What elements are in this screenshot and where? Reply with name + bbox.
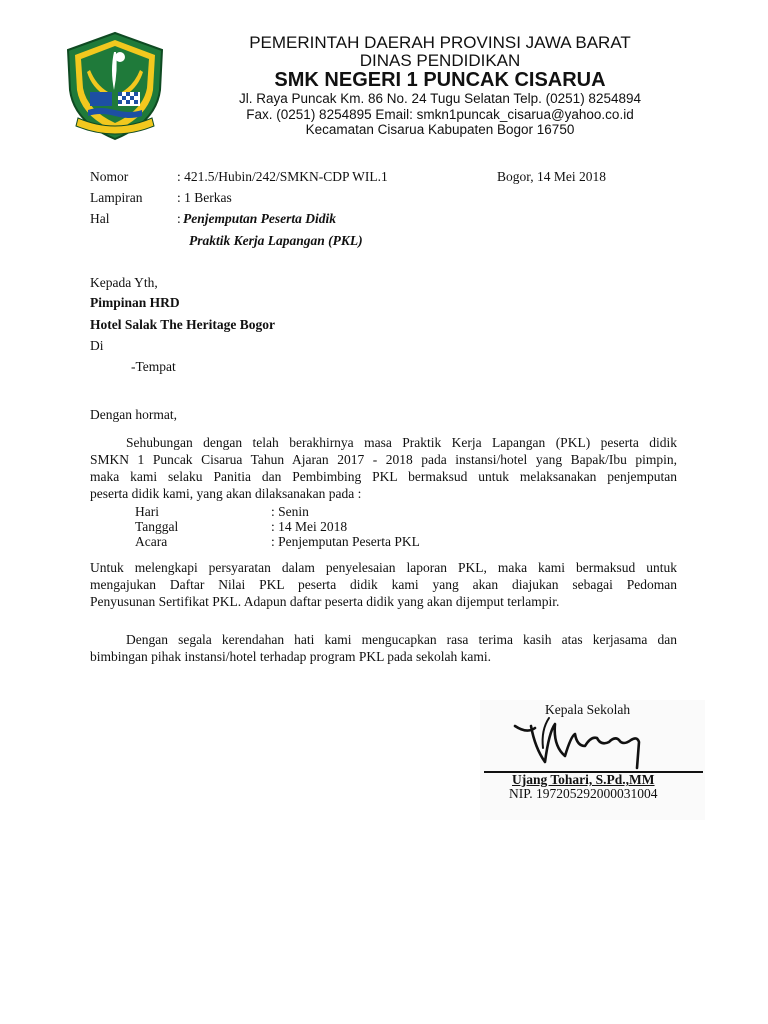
schedule-date-value: : 14 Mei 2018 (271, 519, 348, 534)
paragraph-line: Penyusunan Sertifikat PKL. Adapun daftar peserta didik yang akan dijemput terlampir. (90, 594, 560, 609)
paragraph-line: Untuk melengkapi persyaratan dalam penyelesaian laporan PKL, maka kami bermaksud untuk (90, 560, 677, 575)
nomor-label: Nomor (90, 169, 129, 184)
paragraph-line: Dengan segala kerendahan hati kami mengucapkan rasa terima kasih atas kerjasama dan (126, 632, 677, 647)
letterhead-school-name: SMK NEGERI 1 PUNCAK CISARUA (274, 69, 606, 91)
paragraph-line: mengajukan Daftar Nilai PKL peserta didik kami yang akan diajukan sebagai Pedoman (90, 577, 677, 592)
place-date: Bogor, 14 Mei 2018 (497, 169, 606, 184)
letterhead-department: DINAS PENDIDIKAN (359, 51, 521, 70)
paragraph-line: peserta didik kami, yang akan dilaksanakan pada : (90, 486, 362, 501)
nomor-value: : 421.5/Hubin/242/SMKN-CDP WIL.1 (177, 169, 388, 184)
paragraph-report (90, 559, 677, 610)
paragraph-intro (90, 434, 677, 502)
schedule-day-value: : Senin (271, 504, 309, 519)
schedule-event-value: : Penjemputan Peserta PKL (271, 534, 420, 549)
letterhead-contact: Fax. (0251) 8254895 Email: smkn1puncak_cisarua@yahoo.co.id (246, 107, 634, 122)
lampiran-label: Lampiran (90, 190, 143, 205)
signatory-name: Ujang Tohari, S.Pd.,MM (512, 772, 655, 787)
provincial-emblem-logo (60, 30, 170, 142)
signatory-nip: NIP. 197205292000031004 (509, 786, 658, 801)
letterhead-address: Jl. Raya Puncak Km. 86 No. 24 Tugu Selatan Telp. (0251) 8254894 (238, 91, 641, 106)
recipient-greeting: Kepada Yth, (90, 275, 158, 290)
schedule-date-label: Tanggal (135, 519, 179, 534)
signature-position: Kepala Sekolah (545, 702, 631, 717)
hal-subject-line1: Penjemputan Peserta Didik (183, 211, 336, 226)
recipient-organization: Hotel Salak The Heritage Bogor (90, 317, 275, 332)
schedule-day-label: Hari (135, 504, 159, 519)
hal-label: Hal (90, 211, 110, 226)
hal-subject-line2: Praktik Kerja Lapangan (PKL) (189, 233, 363, 248)
hal-colon: : (177, 211, 181, 226)
paragraph-line: SMKN 1 Puncak Cisarua Tahun Ajaran 2017 - 2018 pada instansi/hotel yang Bapak/Ibu pimpin, (90, 452, 677, 467)
paragraph-line: bimbingan pihak instansi/hotel terhadap program PKL pada sekolah kami. (90, 649, 492, 664)
paragraph-line: Sehubungan dengan telah berakhirnya masa Praktik Kerja Lapangan (PKL) peserta didik (126, 435, 677, 450)
lampiran-value: : 1 Berkas (177, 190, 232, 205)
handwritten-signature (505, 712, 655, 772)
letterhead-government: PEMERINTAH DAERAH PROVINSI JAWA BARAT (249, 33, 631, 52)
recipient-tempat: -Tempat (131, 359, 176, 374)
paragraph-line: maka kami selaku Panitia dan Pembimbing PKL bermaksud untuk melaksanakan penjemputan (90, 469, 677, 484)
salutation: Dengan hormat, (90, 407, 177, 422)
recipient-di: Di (90, 338, 104, 353)
paragraph-closing (90, 631, 677, 665)
schedule-event-label: Acara (135, 534, 168, 549)
recipient-name: Pimpinan HRD (90, 295, 180, 310)
letterhead-district: Kecamatan Cisarua Kabupaten Bogor 16750 (305, 122, 575, 137)
